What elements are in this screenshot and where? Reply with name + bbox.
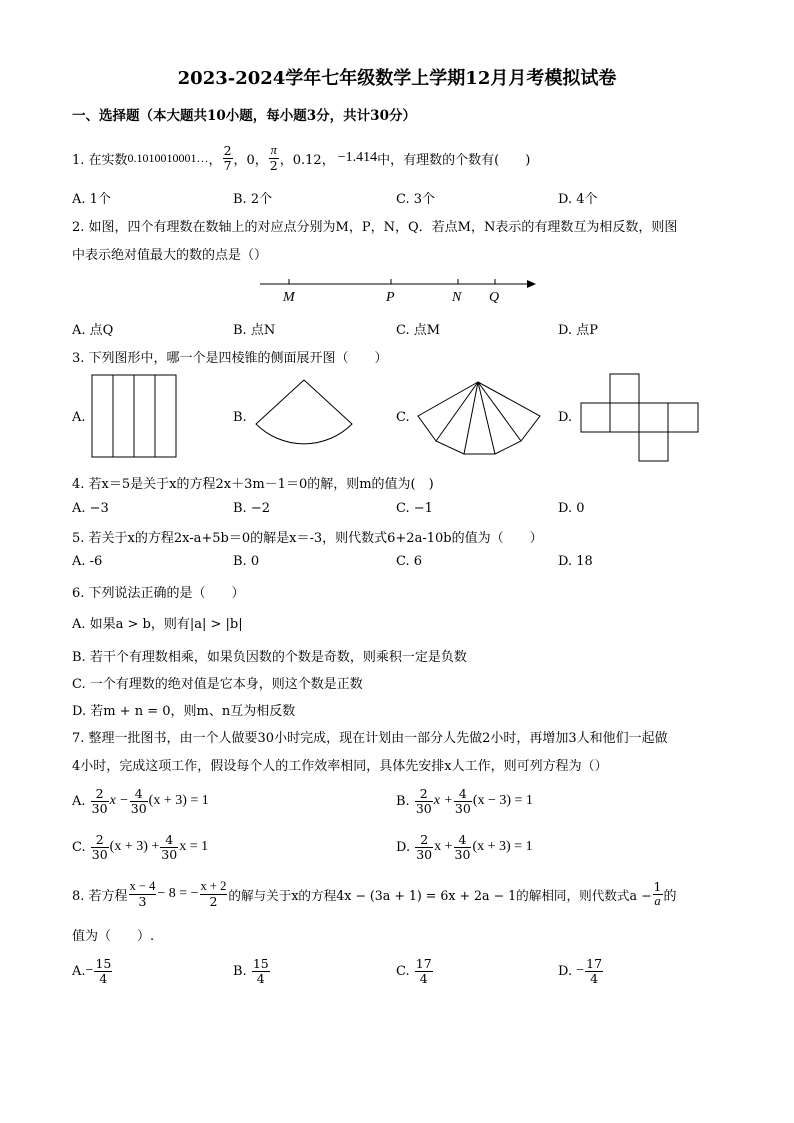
q8-prefix: 8. 若方程 [72,888,128,904]
q1-fraction-pi-2: π 2 [269,142,278,173]
q7-d-frac-1: 2 30 [416,831,433,862]
q8-option-c[interactable] [396,952,434,990]
q7-a-label: A. [72,793,86,809]
q2-option-b[interactable]: B. 点N [233,323,276,338]
q8-d-sign: − [576,963,585,978]
q4-option-a[interactable]: A. −3 [72,501,109,516]
q7-c-mid: (x + 3) + [109,839,160,854]
q8-a-frac: $\frac{15}{4}$ [95,955,112,986]
q1-number-012: ，0.12， [279,152,335,168]
q7-option-c[interactable] [72,829,208,865]
q1-suffix: 中，有理数的个数有 [377,152,495,168]
q6-option-d[interactable]: D. 若m + n = 0，则m、n互为相反数 [72,704,296,719]
q2-option-c[interactable]: C. 点M [396,323,441,338]
q8-frac-2: $\frac{x + 2}{2}$ [200,878,227,909]
q8-frac-3: $\frac{1}{a}$ [653,878,662,908]
q8-mid-2: 的解与关于x的方程4x − (3a + 1) = 6x + 2a − 1的解相同，则代数式a − [228,887,652,903]
q6-option-a[interactable]: A. 如果a > b，则有|a| > |b| [72,617,243,632]
q7-c-frac-2: $\frac{4}{30}$ [161,831,178,862]
q7-c-tail: x = 1 [179,839,209,854]
q7-a-tail: (x + 3) = 1 [148,793,209,808]
q1-paren: ( ) [494,152,531,168]
q1-option-c[interactable]: C. 3个 [396,192,436,207]
q7-option-b[interactable] [396,783,533,819]
q8-mid-1: − 8 = − [157,886,199,901]
q7-a-frac-1: 2 30 [91,785,108,816]
q2-option-a[interactable]: A. 点Q [72,323,114,338]
q8-c-frac: 17 4 [415,955,432,986]
q6-text: 6. 下列说法正确的是（ ） [72,586,245,601]
q5-option-b[interactable]: B. 0 [233,554,260,569]
q3-option-c[interactable]: C. [396,410,410,425]
q2-option-d[interactable]: D. 点P [558,323,598,338]
q5-text: 5. 若关于x的方程2x-a+5b＝0的解是x＝-3，则代数式6+2a-10b的值为（ ） [72,531,543,546]
q7-a-frac-2: $\frac{4}{30}$ [130,785,147,816]
q8-line-2: 值为（ ）. [72,929,155,944]
q8-d-label: D. [558,963,573,979]
q1-comma: ， [208,152,222,168]
q7-d-label: D. [396,839,411,855]
q7-d-tail: (x + 3) = 1 [472,839,533,854]
q8-option-d[interactable] [558,952,604,990]
figure-c-triangles [418,382,540,454]
q8-a-label: A. [72,963,86,979]
q8-a-sign: − [85,963,94,978]
q7-c-frac-1: 2 30 [91,831,108,862]
q7-b-tail: (x − 3) = 1 [472,793,533,808]
page-title: 2023-2024学年七年级数学上学期12月月考模拟试卷 [177,68,617,89]
q1-option-a[interactable]: A. 1个 [72,192,111,207]
figure-b-sector [256,380,352,444]
section-heading: 一、选择题（本大题共10小题，每小题3分，共计30分） [72,108,416,124]
q5-option-c[interactable]: C. 6 [396,554,423,569]
label-p: P [386,290,395,305]
q7-option-a[interactable] [72,783,209,819]
q8-b-label: B. [233,963,247,979]
q5-option-d[interactable]: D. 18 [558,554,593,569]
label-q: Q [489,290,500,305]
q6-option-b[interactable]: B. 若干个有理数相乘，如果负因数的个数是奇数，则乘积一定是负数 [72,650,467,665]
q7-b-frac-1: 2 30 [415,785,432,816]
q7-d-frac-2: $\frac{4}{30}$ [454,831,471,862]
q8-option-a[interactable] [72,952,113,990]
question-8 [72,874,677,914]
q7-option-d[interactable] [396,829,533,865]
q2-line-2: 中表示绝对值最大的数的点是（） [72,248,268,263]
q4-option-c[interactable]: C. −1 [396,501,433,516]
q7-b-label: B. [396,793,410,809]
q3-option-d[interactable]: D. [558,410,573,425]
q3-text: 3. 下列图形中，哪一个是四棱锥的侧面展开图（ ） [72,351,388,366]
q1-number-neg: −1.414 [337,150,378,165]
q1-option-b[interactable]: B. 2个 [233,192,273,207]
q3-option-b[interactable]: B. [233,410,247,425]
label-m: M [283,290,295,305]
q7-c-label: C. [72,839,86,855]
q2-line-1: 2. 如图，四个有理数在数轴上的对应点分别为M，P，N，Q．若点M，N表示的有理数互为相反数，则图 [72,220,678,235]
q8-d-frac: $\frac{17}{4}$ [586,955,603,986]
q8-b-frac: 15 4 [252,955,269,986]
q1-number: 0.1010010001… [127,150,209,165]
q4-option-d[interactable]: D. 0 [558,501,585,516]
q5-option-a[interactable]: A. -6 [72,554,103,569]
q8-option-b[interactable] [233,952,271,990]
q7-a-mid: x − [109,793,129,808]
figure-d-cube-net [581,374,698,461]
q4-option-b[interactable]: B. −2 [233,501,270,516]
q7-d-mid: x + [434,839,453,854]
q7-line-2: 4小时，完成这项工作，假设每个人的工作效率相同，具体先安排x人工作，则可列方程为（） [72,759,608,774]
q4-text: 4. 若x＝5是关于x的方程2x＋3m－1＝0的解，则m的值为( ) [72,477,434,492]
q7-b-frac-2: $\frac{4}{30}$ [454,785,471,816]
q1-fraction-2-7: 2 7 [223,142,232,173]
q1-prefix: 1. 在实数 [72,152,128,168]
q1-option-d[interactable]: D. 4个 [558,192,598,207]
q7-line-1: 7. 整理一批图书，由一个人做要30小时完成，现在计划由一部分人先做2小时，再增加3人和他们一起做 [72,731,668,746]
q6-option-c[interactable]: C. 一个有理数的绝对值是它本身，则这个数是正数 [72,677,363,692]
label-n: N [452,290,462,305]
q8-tail: 的 [663,888,677,904]
q8-frac-1: x − 4 3 [129,878,156,909]
q7-b-mid: x + [433,793,453,808]
figure-a-rectangles [92,375,176,457]
q3-option-a[interactable]: A. [72,410,86,425]
q1-zero: ，0， [233,152,268,168]
q8-c-label: C. [396,963,410,979]
